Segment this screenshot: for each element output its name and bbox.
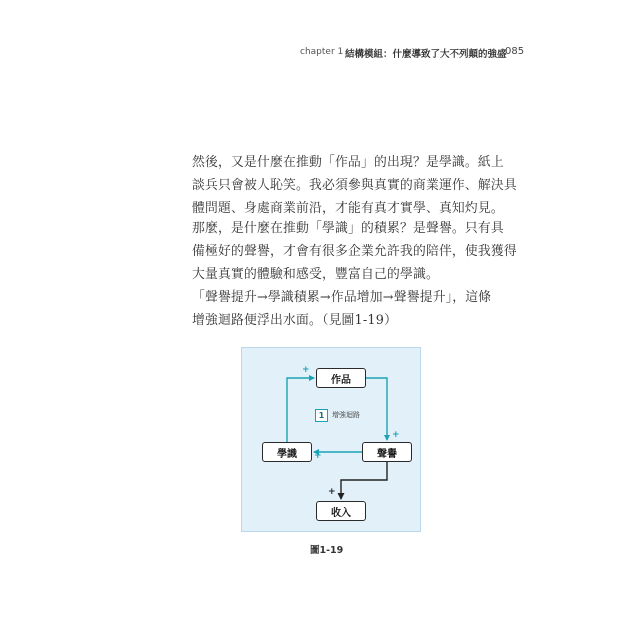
arrow-works-to-reputation bbox=[366, 378, 387, 440]
paragraph-line: 談兵只會被人恥笑。我必須參與真實的商業運作、解決具 bbox=[192, 178, 517, 193]
paragraph-line: 大量真實的體驗和感受，豐富自己的學識。 bbox=[192, 267, 439, 282]
paragraph-1 bbox=[192, 151, 517, 220]
paragraph-2 bbox=[192, 217, 517, 286]
chapter-label: chapter 1 bbox=[300, 47, 344, 57]
reinforcing-loop-diagram bbox=[241, 347, 421, 532]
loop-label: 增強迴路 bbox=[332, 411, 360, 419]
chapter-title: 結構模組：什麼導致了大不列顛的強盛 bbox=[345, 49, 507, 60]
loop-number-badge: 1 bbox=[315, 409, 328, 422]
plus-sign: + bbox=[392, 430, 400, 440]
paragraph-line: 然後，又是什麼在推動「作品」的出現？是學識。紙上 bbox=[192, 155, 504, 170]
paragraph-line: 那麼，是什麼在推動「學識」的積累？是聲譽。只有具 bbox=[192, 221, 504, 236]
node-income: 收入 bbox=[316, 501, 366, 521]
arrow-learning-to-works bbox=[287, 378, 314, 442]
plus-sign: + bbox=[328, 487, 336, 497]
running-header bbox=[300, 44, 600, 60]
figure-caption: 圖1-19 bbox=[310, 545, 344, 556]
plus-sign: + bbox=[314, 451, 322, 461]
page-number: 085 bbox=[505, 46, 525, 57]
paragraph-line: 「聲譽提升→學識積累→作品增加→聲譽提升」，這條 bbox=[192, 290, 492, 305]
node-reputation: 聲譽 bbox=[362, 442, 412, 462]
paragraph-line: 備極好的聲譽，才會有很多企業允許我的陪伴，使我獲得 bbox=[192, 244, 517, 259]
plus-sign: + bbox=[302, 365, 310, 375]
node-learning: 學識 bbox=[262, 442, 312, 462]
paragraph-line: 增強迴路便浮出水面。（見圖1-19） bbox=[192, 313, 398, 328]
arrow-reputation-to-income bbox=[341, 462, 387, 499]
node-works: 作品 bbox=[316, 368, 366, 388]
paragraph-line: 體問題、身處商業前沿，才能有真才實學、真知灼見。 bbox=[192, 201, 504, 216]
paragraph-3 bbox=[192, 286, 492, 332]
